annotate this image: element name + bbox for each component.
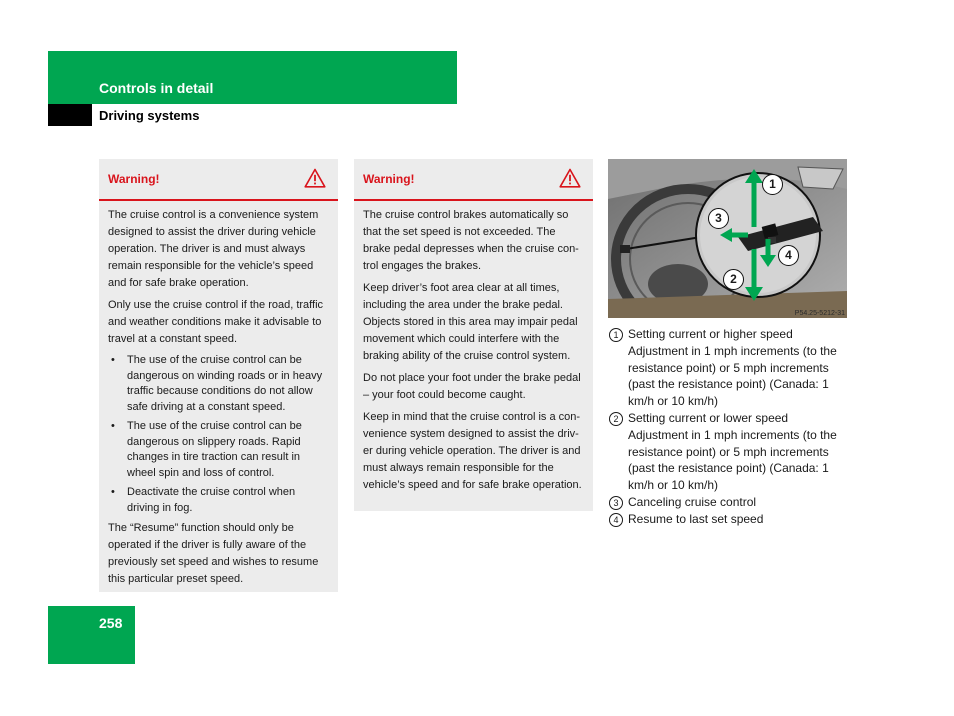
- warning-label: Warning!: [108, 172, 160, 186]
- legend-text: Adjustment in 1 mph increments (to the resistance point) or 5 mph increments (past the resistance point) (Canada: 1 km/h or 10 km/h): [628, 343, 837, 409]
- warning-paragraph: Do not place your foot under the brake pedal – your foot could become caught.: [363, 372, 581, 401]
- subsection-title: Driving systems: [99, 108, 200, 123]
- warning-paragraph: Only use the cruise control if the road, traffic and weather conditions make it advisable to travel at a constant speed.: [108, 299, 324, 345]
- warning-triangle-icon: [559, 168, 581, 188]
- warning-bullet: • Deactivate the cruise control when driving in fog.: [108, 485, 330, 516]
- page-number: 258: [99, 615, 123, 631]
- warning-body: [354, 201, 593, 509]
- section-title: Controls in detail: [99, 80, 214, 96]
- warning-label: Warning!: [363, 172, 415, 186]
- legend-item-4: [608, 511, 858, 528]
- legend-item-1: [608, 326, 858, 410]
- legend-item-3: [608, 494, 858, 511]
- callout-4: 4: [778, 245, 799, 266]
- subsection-marker: [48, 104, 92, 126]
- warning-paragraph: Keep driver’s foot area clear at all times, including the area under the brake pedal. Objects stored in this area may impair pedal movement which could interfere with the braking ability of the cruise control system.: [363, 282, 578, 362]
- callout-2: 2: [723, 269, 744, 290]
- legend-text: Resume to last set speed: [628, 511, 764, 526]
- legend-number: 4: [609, 513, 623, 527]
- warning-header: [354, 159, 593, 201]
- warning-paragraph: The cruise control brakes automatically so that the set speed is not exceeded. The brake pedal depresses when the cruise con-trol engages the brakes.: [363, 209, 579, 272]
- legend-item-2: [608, 410, 858, 494]
- warning-box-middle: [354, 159, 593, 511]
- warning-header: [99, 159, 338, 201]
- illustration-code: P54.25-5212-31: [794, 310, 845, 317]
- warning-paragraph: Keep in mind that the cruise control is a con-venience system designed to assist the driv-er during vehicle operation. The driver is and must always remain responsible for the vehicle’s speed and for safe brake operation.: [363, 411, 582, 491]
- callout-3: 3: [708, 208, 729, 229]
- header-band: [48, 51, 457, 104]
- warning-box-left: [99, 159, 338, 592]
- callout-legend: [608, 326, 858, 528]
- cruise-control-lever-illustration: [608, 159, 847, 318]
- legend-number: 3: [609, 496, 623, 510]
- legend-text: Canceling cruise control: [628, 494, 757, 509]
- warning-paragraph: The “Resume” function should only be operated if the driver is fully aware of the previously set speed and wishes to resume this particular preset speed.: [108, 522, 319, 585]
- warning-body: [99, 201, 338, 603]
- warning-paragraph: The cruise control is a convenience system designed to assist the driver during vehicle operation. The driver is and must always remain responsible for the vehicle’s speed and for safe brake operation.: [108, 209, 319, 289]
- callout-1: 1: [762, 174, 783, 195]
- legend-text: Setting current or higher speed: [628, 327, 793, 341]
- legend-number: 1: [609, 328, 623, 342]
- warning-bullet: • The use of the cruise control can be dangerous on slippery roads. Rapid changes in tire traction can result in wheel spin and loss of control.: [108, 419, 330, 481]
- warning-bullet: • The use of the cruise control can be dangerous on winding roads or in heavy traffic because conditions do not allow safe driving at a constant speed.: [108, 353, 330, 415]
- legend-text: Adjustment in 1 mph increments (to the resistance point) or 5 mph increments (past the resistance point) (Canada: 1 km/h or 10 km/h): [628, 427, 837, 493]
- illustration-drawing: [608, 159, 847, 318]
- legend-number: 2: [609, 412, 623, 426]
- warning-triangle-icon: [304, 168, 326, 188]
- warning-bullet-list: [108, 353, 330, 516]
- legend-text: Setting current or lower speed: [628, 410, 789, 425]
